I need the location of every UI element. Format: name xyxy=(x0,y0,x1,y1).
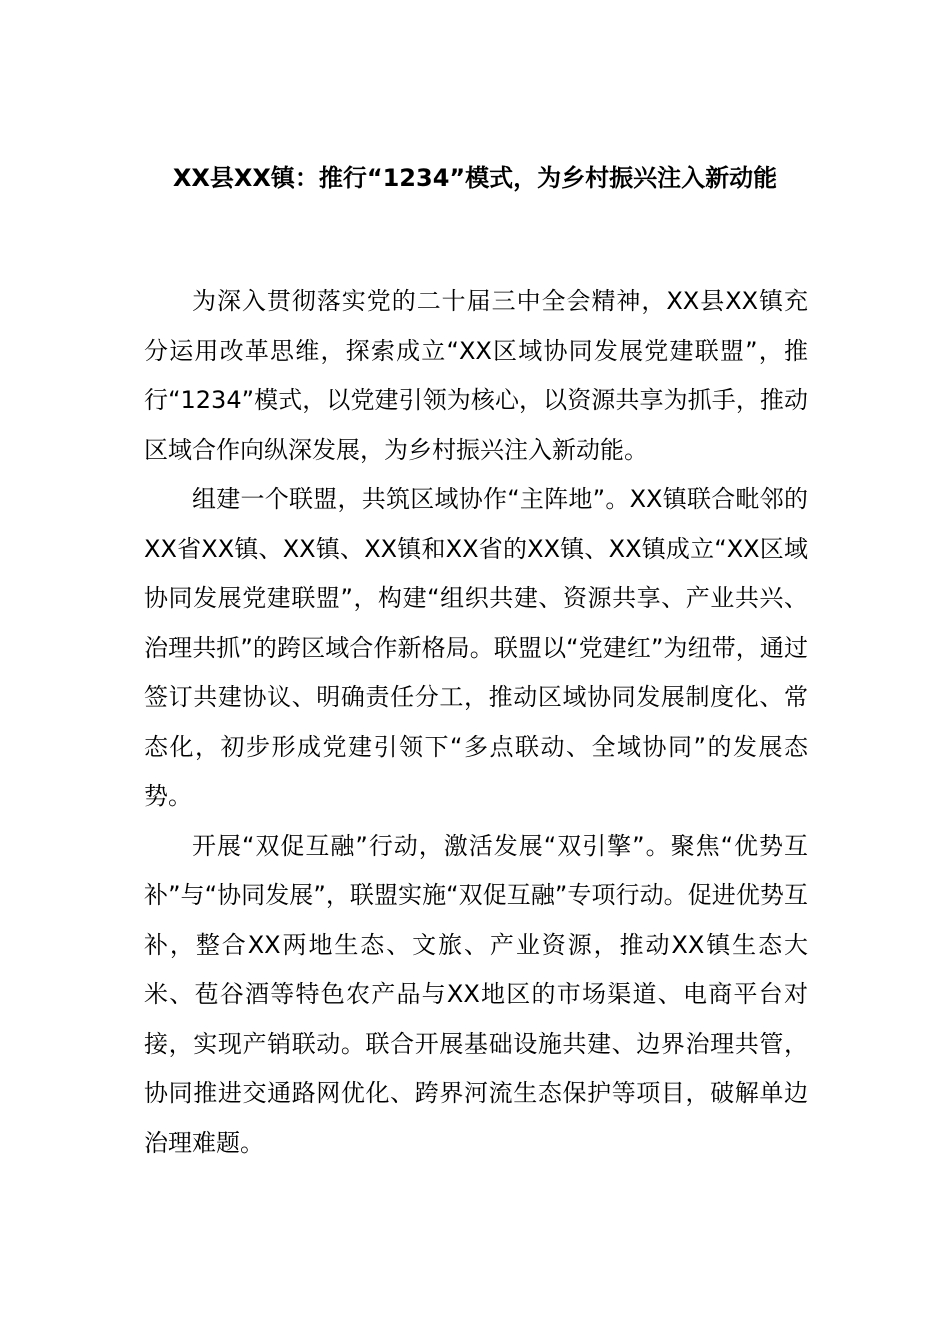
paragraph-intro: 为深入贯彻落实党的二十届三中全会精神，XX县XX镇充分运用改革思维，探索成立“XX区域协同发展党建联盟”，推行“1234”模式，以党建引领为核心，以资源共享为抓手，推动区域合作向纵深发展，为乡村振兴注入新动能。 xyxy=(144,287,808,464)
document-body xyxy=(144,277,808,1168)
document-title: XX县XX镇：推行“1234”模式，为乡村振兴注入新动能 xyxy=(172,164,778,192)
paragraph-dual-action: 开展“双促互融”行动，激活发展“双引擎”。聚焦“优势互补”与“协同发展”，联盟实施“双促互融”专项行动。促进优势互补，整合XX两地生态、文旅、产业资源，推动XX镇生态大米、苞谷酒等特色农产品与XX地区的市场渠道、电商平台对接，实现产销联动。联合开展基础设施共建、边界治理共管，协同推进交通路网优化、跨界河流生态保护等项目，破解单边治理难题。 xyxy=(144,831,808,1157)
paragraph-alliance: 组建一个联盟，共筑区域协作“主阵地”。XX镇联合毗邻的XX省XX镇、XX镇、XX镇和XX省的XX镇、XX镇成立“XX区域协同发展党建联盟”，构建“组织共建、资源共享、产业共兴、治理共抓”的跨区域合作新格局。联盟以“党建红”为纽带，通过签订共建协议、明确责任分工，推动区域协同发展制度化、常态化，初步形成党建引领下“多点联动、全域协同”的发展态势。 xyxy=(144,485,808,810)
